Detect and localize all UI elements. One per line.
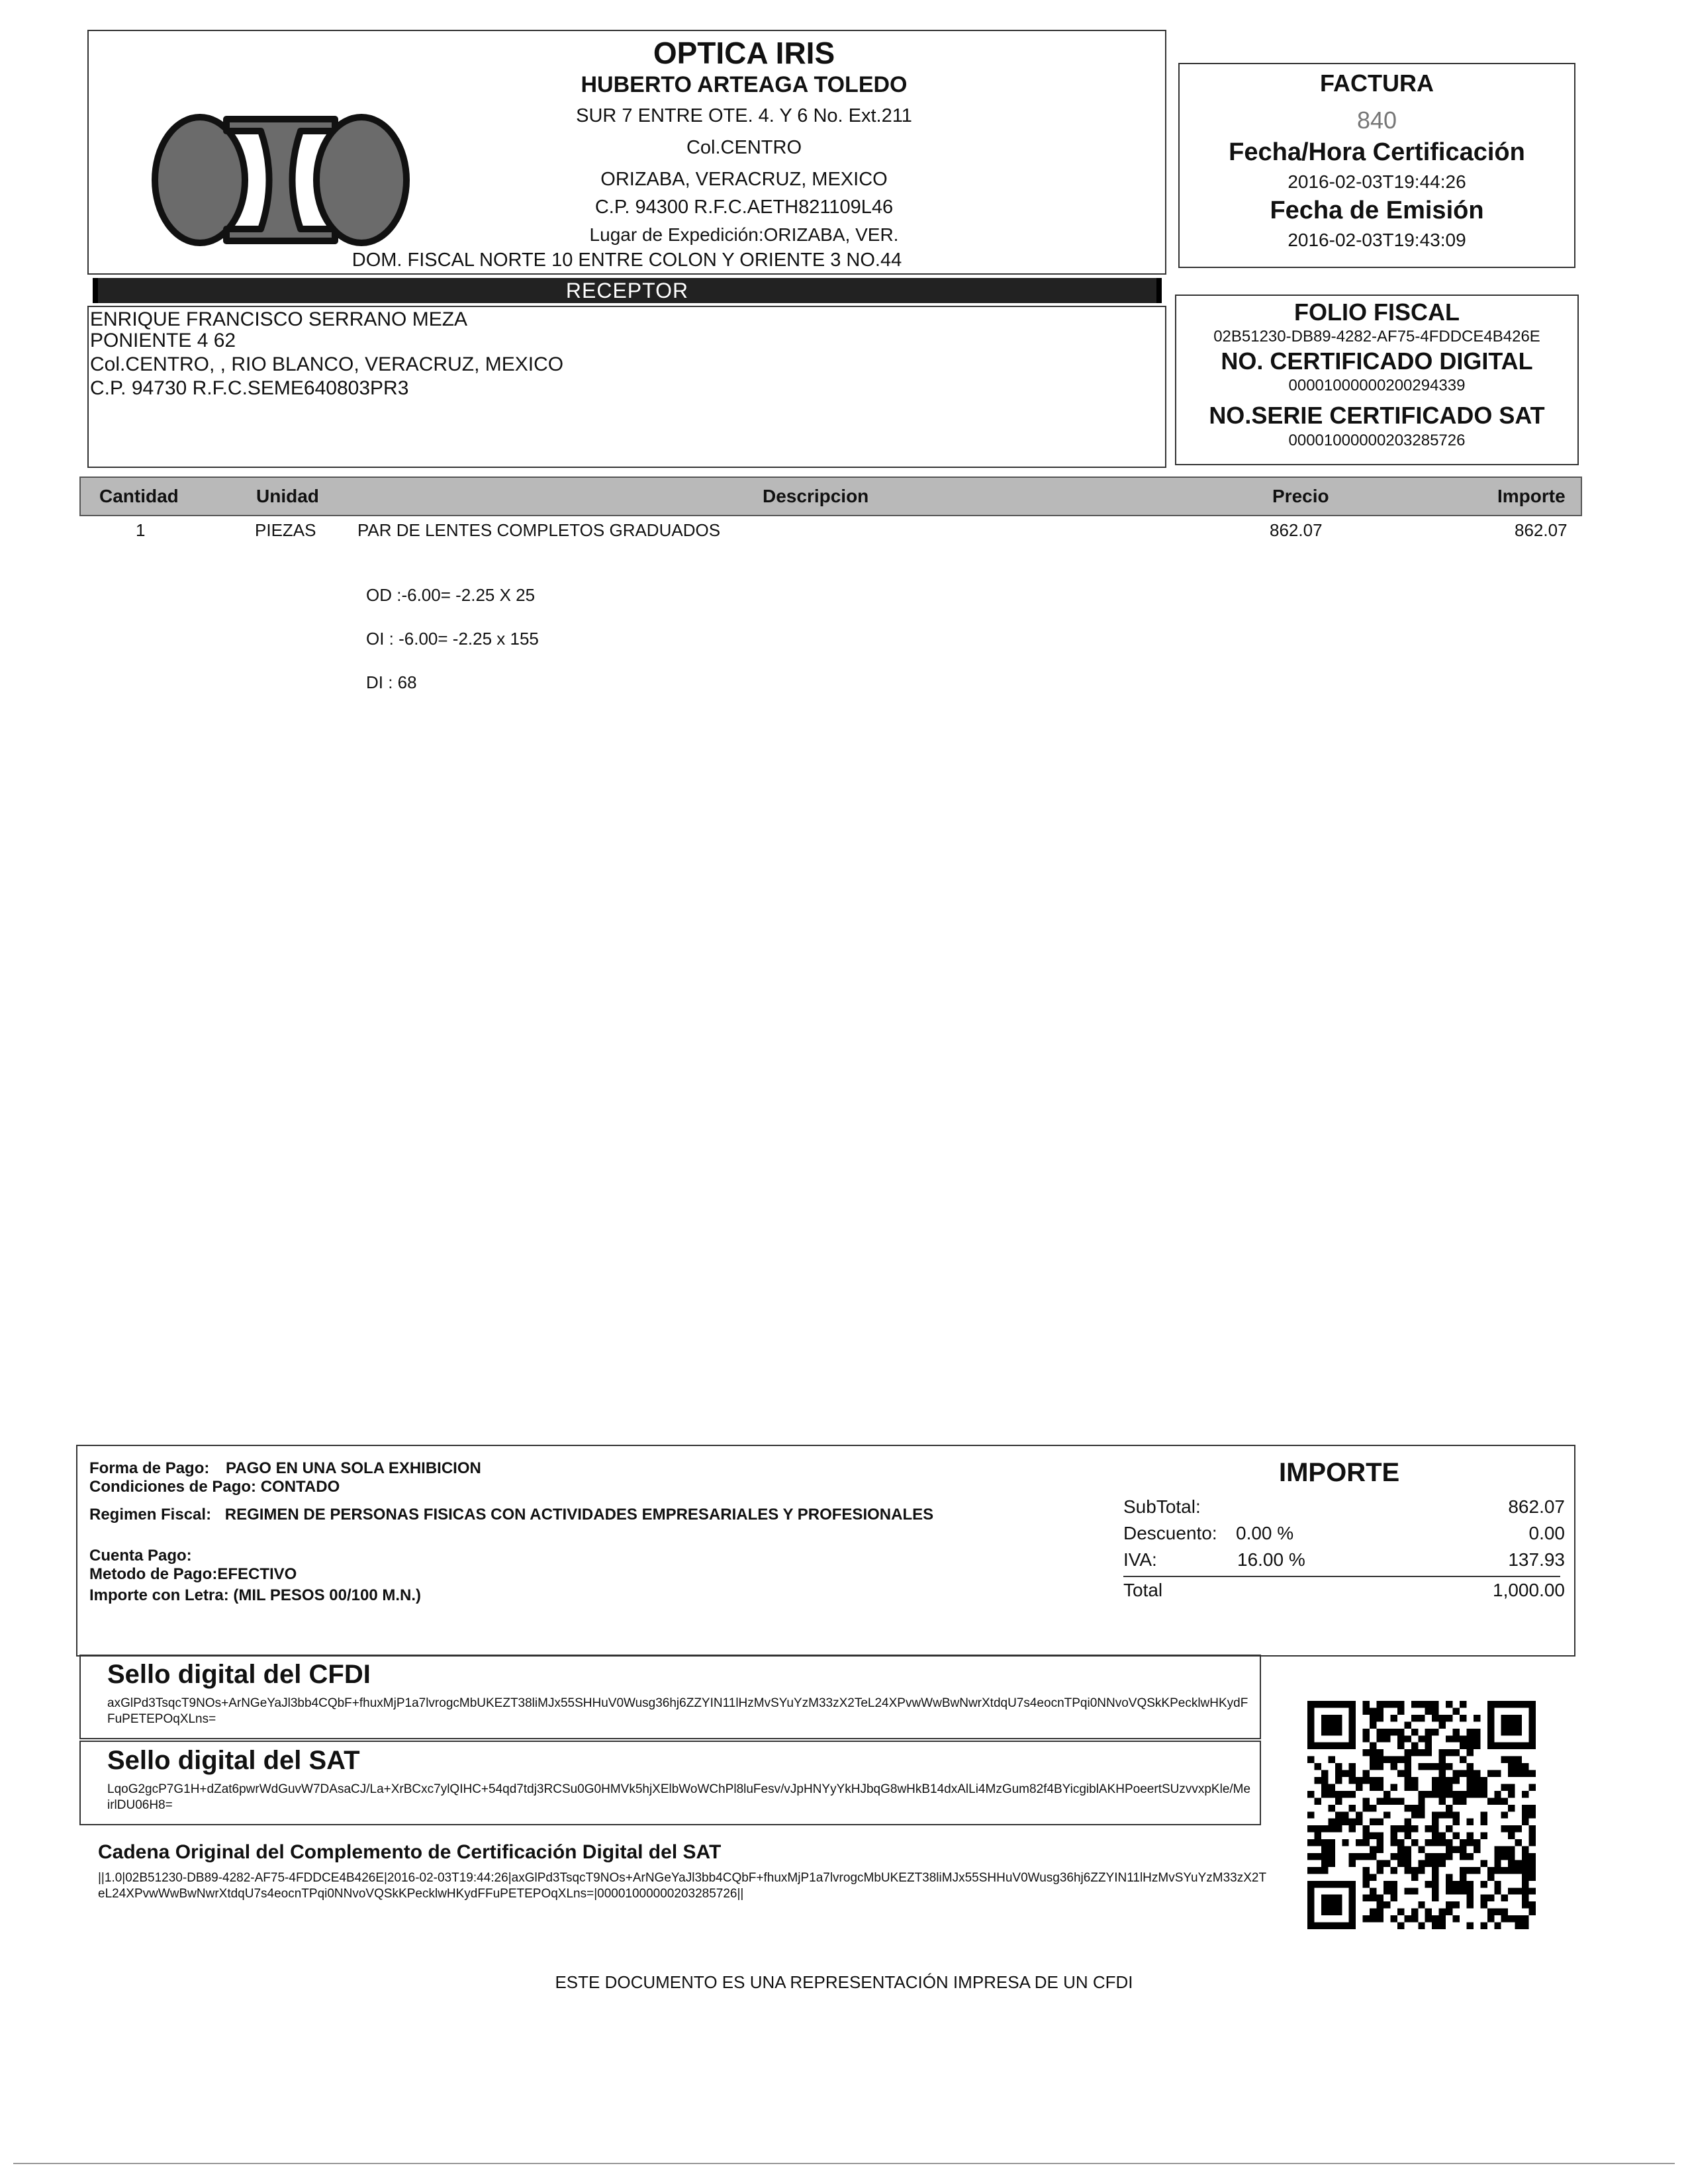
issuer-street: SUR 7 ENTRE OTE. 4. Y 6 No. Ext.211	[576, 105, 912, 126]
sat-serial: 00001000000203285726	[1288, 432, 1466, 449]
row-unit: PIEZAS	[255, 520, 316, 540]
invoice-number: 840	[1356, 107, 1397, 134]
sello-cfdi-text: axGlPd3TsqcT9NOs+ArNGeYaJl3bb4CQbF+fhuxMjP1a7lvrogcMbUKEZT38liMJx55SHHuV0Wusg36hj6ZZYIN11lHzMvSYuYzM33zX2TeL24XPvwWwBwNwrXtdqU7s4eocnTPqi0NNvoVQSkKPecklwHKydFFuPETEPOqXLns=	[107, 1696, 1248, 1726]
descuento-value: 0.00	[1528, 1523, 1565, 1543]
totals-title: IMPORTE	[1279, 1458, 1400, 1487]
invoice-type: FACTURA	[1320, 69, 1434, 97]
footer-note: ESTE DOCUMENTO ES UNA REPRESENTACIÓN IMPRESA DE UN CFDI	[555, 1972, 1133, 1992]
header-price: Precio	[1272, 486, 1329, 506]
receptor-bar-label: RECEPTOR	[565, 279, 689, 302]
issuer-owner: HUBERTO ARTEAGA TOLEDO	[581, 72, 908, 97]
totals-box	[76, 1445, 1575, 1657]
regimen-label: Regimen Fiscal:	[89, 1506, 212, 1524]
cadena-text: ||1.0|02B51230-DB89-4282-AF75-4FDDCE4B426E|2016-02-03T19:44:26|axGlPd3TsqcT9NOs+ArNGeYaJl3bb4CQbF+fhuxMjP1a7lvrogcMbUKEZT38liMJx55SHHuV0Wusg36hj6ZZYIN11lHzMvSYuYzM33zX2TeL24XPvwWwBwNwrXtdqU7s4eocnTPqi0NNvoVQSkKPecklwHKydFFuPETEPOqXLns=|00001000000203285726||	[98, 1871, 1267, 1901]
sello-sat-box	[79, 1741, 1261, 1825]
cadena-title: Cadena Original del Complemento de Certificación Digital del SAT	[98, 1841, 722, 1863]
receptor-box	[87, 306, 1166, 468]
bottom-rule	[13, 2163, 1675, 2164]
cuenta-pago: Cuenta Pago:	[89, 1547, 192, 1565]
row-note-di: DI : 68	[366, 672, 417, 692]
header-qty: Cantidad	[99, 486, 179, 506]
row-amount: 862.07	[1515, 520, 1568, 540]
header-desc: Descripcion	[763, 486, 869, 506]
row-price: 862.07	[1270, 520, 1323, 540]
folio-value: 02B51230-DB89-4282-AF75-4FDDCE4B426E	[1213, 328, 1540, 345]
header-amount: Importe	[1497, 486, 1566, 506]
row-desc: PAR DE LENTES COMPLETOS GRADUADOS	[357, 520, 721, 540]
condiciones-pago: Condiciones de Pago: CONTADO	[89, 1478, 340, 1496]
cert-date: 2016-02-03T19:44:26	[1288, 171, 1466, 192]
total-value: 1,000.00	[1493, 1580, 1565, 1600]
regimen-fiscal	[89, 1506, 933, 1524]
sello-sat-title: Sello digital del SAT	[107, 1746, 360, 1775]
row-qty: 1	[136, 520, 146, 540]
invoice-box	[1178, 63, 1575, 268]
folio-label: FOLIO FISCAL	[1294, 298, 1460, 326]
iva-label: IVA:	[1123, 1549, 1157, 1570]
iva-pct: 16.00 %	[1237, 1549, 1305, 1570]
issue-date: 2016-02-03T19:43:09	[1288, 230, 1466, 250]
issue-date-label: Fecha de Emisión	[1270, 197, 1484, 224]
cert-number: 00001000000200294339	[1288, 377, 1466, 394]
subtotal-label: SubTotal:	[1123, 1496, 1201, 1517]
issuer-expedition: Lugar de Expedición:ORIZABA, VER.	[589, 224, 899, 245]
issuer-box	[87, 30, 1166, 275]
issuer-cp-rfc: C.P. 94300 R.F.C.AETH821109L46	[594, 197, 894, 218]
metodo-pago: Metodo de Pago:EFECTIVO	[89, 1565, 297, 1583]
issuer-colony: Col.CENTRO	[686, 137, 802, 158]
receptor-cp-rfc: C.P. 94730 R.F.C.SEME640803PR3	[90, 377, 409, 399]
issuer-city: ORIZABA, VERACRUZ, MEXICO	[600, 169, 888, 190]
issuer-name: OPTICA IRIS	[653, 36, 835, 70]
importe-letra: Importe con Letra: (MIL PESOS 00/100 M.N.)	[89, 1586, 421, 1604]
sello-cfdi-box	[79, 1655, 1261, 1739]
forma-pago-label: Forma de Pago:	[89, 1459, 210, 1477]
receptor-street: PONIENTE 4 62	[90, 330, 236, 351]
receptor-bar	[93, 278, 1162, 303]
qr-code-icon	[1307, 1701, 1536, 1929]
cert-number-label: NO. CERTIFICADO DIGITAL	[1221, 347, 1533, 375]
receptor-name: ENRIQUE FRANCISCO SERRANO MEZA	[90, 308, 468, 330]
issuer-fiscal-address: DOM. FISCAL NORTE 10 ENTRE COLON Y ORIENTE 3 NO.44	[352, 250, 902, 271]
forma-pago-value: PAGO EN UNA SOLA EXHIBICION	[226, 1459, 481, 1477]
header-unit: Unidad	[256, 486, 319, 506]
optica-iris-logo	[148, 107, 413, 253]
sello-cfdi-title: Sello digital del CFDI	[107, 1660, 371, 1689]
row-note-oi: OI : -6.00= -2.25 x 155	[366, 629, 539, 649]
cert-date-label: Fecha/Hora Certificación	[1229, 138, 1525, 166]
forma-pago	[89, 1459, 481, 1478]
descuento-label: Descuento:	[1123, 1523, 1217, 1543]
items-table-header	[79, 477, 1582, 516]
sello-sat-text: LqoG2gcP7G1H+dZat6pwrWdGuvW7DAsaCJ/La+XrBCxc7ylQIHC+54qd7tdj3RCSu0G0HMVk5hjXElbWoWChPl8luFesv/vJpHNYyYkHJbqG8wHkB14dxAlLi4MzGum82f4BYicgiblAKHPoeertSUzvvxpKle/MeirlDU06H8=	[107, 1782, 1251, 1812]
sat-serial-label: NO.SERIE CERTIFICADO SAT	[1209, 402, 1545, 429]
total-label: Total	[1123, 1580, 1163, 1600]
folio-box	[1175, 295, 1579, 465]
subtotal-value: 862.07	[1508, 1496, 1565, 1517]
descuento-pct: 0.00 %	[1236, 1523, 1294, 1543]
totals-rule	[1123, 1576, 1560, 1577]
regimen-value: REGIMEN DE PERSONAS FISICAS CON ACTIVIDADES EMPRESARIALES Y PROFESIONALES	[224, 1506, 934, 1524]
row-note-od: OD :-6.00= -2.25 X 25	[366, 585, 536, 605]
receptor-colony-city: Col.CENTRO, , RIO BLANCO, VERACRUZ, MEXICO	[90, 353, 564, 375]
iva-value: 137.93	[1508, 1549, 1565, 1570]
